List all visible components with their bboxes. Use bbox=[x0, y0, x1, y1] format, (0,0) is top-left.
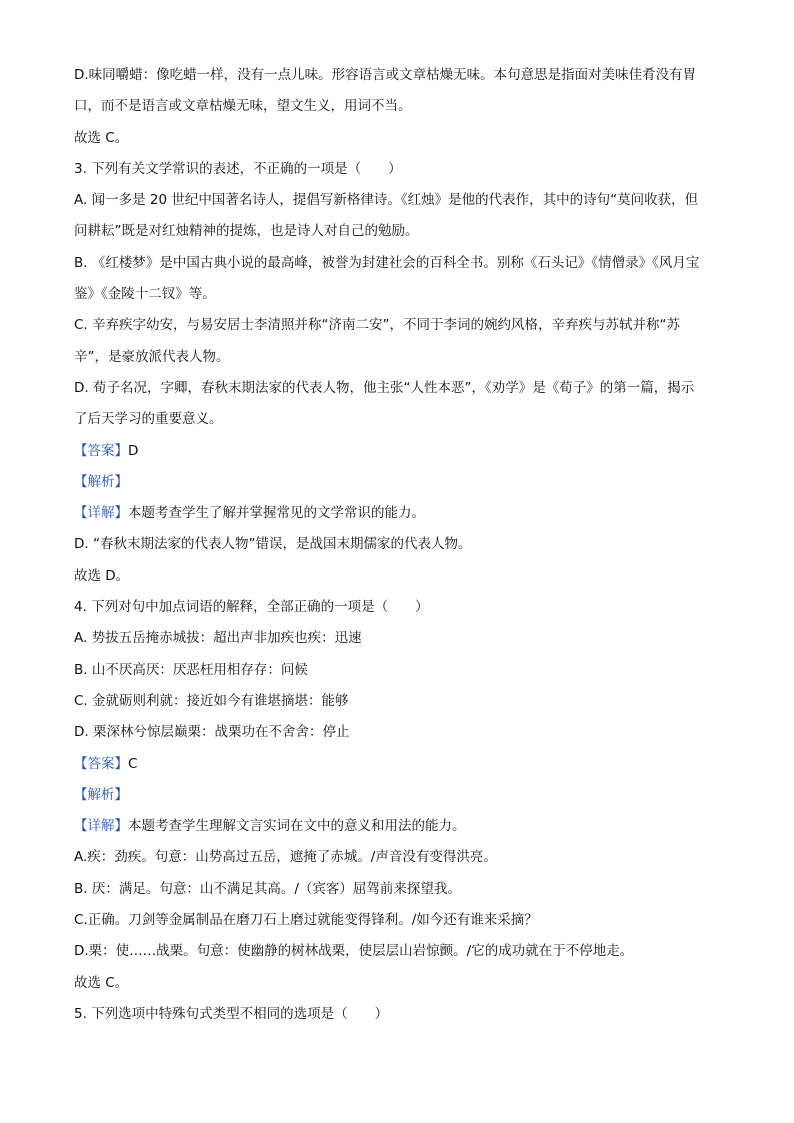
option-a: A. 闻一多是 20 世纪中国著名诗人，提倡写新格律诗。《红烛》是他的代表作，其中的诗句“莫问收获，但 bbox=[74, 192, 699, 209]
answer-label: 【答案】 bbox=[74, 442, 128, 459]
text-line: 鉴》《金陵十二钗》等。 bbox=[74, 286, 216, 303]
text-line: D.味同嚼蜡：像吃蜡一样，没有一点儿味。形容语言或文章枯燥无味。本句意思是指面对美味佳肴没有胃 bbox=[74, 67, 697, 83]
question-5-stem: 5. 下列选项中特殊句式类型不相同的选项是（ ） bbox=[74, 1005, 389, 1022]
analysis-line bbox=[74, 467, 734, 498]
answer-value: C bbox=[128, 755, 138, 772]
analysis-label: 【解析】 bbox=[74, 473, 128, 490]
analysis-line bbox=[74, 780, 734, 811]
option-c: C. 辛弃疾字幼安，与易安居士李清照并称“济南二安”，不同于李词的婉约风格，辛弃疾与苏轼并称“苏 bbox=[74, 317, 680, 334]
text-line: 口，而不是语言或文章枯燥无味，望文生义，用词不当。 bbox=[74, 98, 412, 115]
text-line: A.疾：劲疾。句意：山势高过五岳，遮掩了赤城。/声音没有变得洪亮。 bbox=[74, 849, 497, 866]
option-d: D. 荀子名况，字卿，春秋末期法家的代表人物，他主张“人性本恶”，《劝学》是《荀子》的第一篇，揭示 bbox=[74, 379, 695, 396]
text-line: 辛”，是豪放派代表人物。 bbox=[74, 348, 230, 365]
detail-text: 本题考查学生了解并掌握常见的文学常识的能力。 bbox=[128, 505, 425, 522]
text-line: 问耕耘”既是对红烛精神的提炼，也是诗人对自己的勉励。 bbox=[74, 223, 419, 240]
text-line: B. 厌：满足。句意：山不满足其高。/（宾客）屈驾前来探望我。 bbox=[74, 880, 461, 897]
answer-line bbox=[74, 436, 734, 467]
text-line: D. “春秋末期法家的代表人物”错误，是战国末期儒家的代表人物。 bbox=[74, 536, 472, 553]
detail-label: 【详解】 bbox=[74, 505, 128, 522]
document-page bbox=[74, 60, 734, 1030]
text-line: 故选 D。 bbox=[74, 567, 130, 584]
question-4-stem: 4. 下列对句中加点词语的解释，全部正确的一项是（ ） bbox=[74, 599, 429, 616]
text-line: C.正确。刀剑等金属制品在磨刀石上磨过就能变得锋利。/如今还有谁来采摘？ bbox=[74, 912, 538, 929]
detail-label: 【详解】 bbox=[74, 818, 128, 835]
answer-value: D bbox=[128, 442, 139, 459]
option-c: C. 金就砺则利就：接近如今有谁堪摘堪：能够 bbox=[74, 692, 349, 709]
option-a: A. 势拔五岳掩赤城拔：超出声非加疾也疾：迅速 bbox=[74, 630, 362, 647]
answer-line bbox=[74, 749, 734, 780]
text-line: 故选 C。 bbox=[74, 974, 129, 991]
option-d: D. 栗深林兮惊层巅栗：战栗功在不舍舍：停止 bbox=[74, 724, 350, 741]
text-line: D.栗：使……战栗。句意：使幽静的树林战栗，使层层山岩惊颤。/它的成功就在于不停地走。 bbox=[74, 943, 634, 960]
option-b: B. 《红楼梦》是中国古典小说的最高峰，被誉为封建社会的百科全书。别称《石头记》《情僧录》《风月宝 bbox=[74, 254, 700, 271]
detail-line bbox=[74, 498, 734, 529]
text-line: 故选 C。 bbox=[74, 129, 129, 146]
option-b: B. 山不厌高厌：厌恶枉用相存存：问候 bbox=[74, 661, 308, 678]
answer-label: 【答案】 bbox=[74, 755, 128, 772]
detail-text: 本题考查学生理解文言实词在文中的意义和用法的能力。 bbox=[128, 818, 466, 835]
analysis-label: 【解析】 bbox=[74, 786, 128, 803]
text-line: 了后天学习的重要意义。 bbox=[74, 411, 223, 428]
question-3-stem: 3. 下列有关文学常识的表述，不正确的一项是（ ） bbox=[74, 160, 402, 177]
detail-line bbox=[74, 811, 734, 842]
